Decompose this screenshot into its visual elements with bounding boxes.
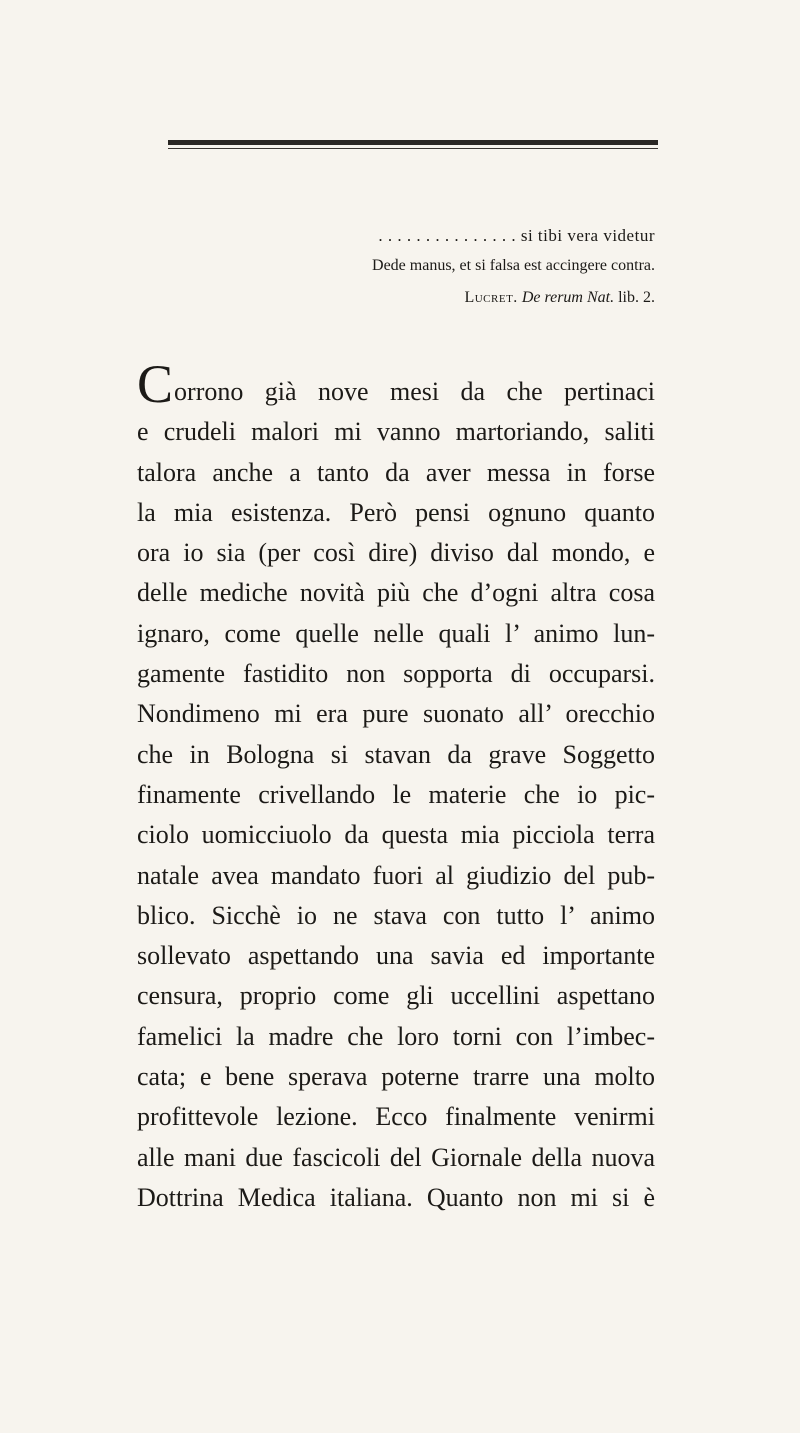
text-line: delle mediche novità più che d’ogni altra cosa [137,578,655,608]
header-rule [168,140,658,145]
text-line: profittevole lezione. Ecco finalmente venirmi [137,1102,655,1132]
epigraph-author: Lucret. [464,289,518,306]
text-line: Dottrina Medica italiana. Quanto non mi si è [137,1182,655,1212]
text-line: sollevato aspettando una savia ed importante [137,941,655,971]
text-line: natale avea mandato fuori al giudizio del pub- [137,860,655,890]
drop-cap: C [137,354,174,414]
header-rule-thin [168,148,658,149]
text-line: che in Bologna si stavan da grave Soggetto [137,739,655,769]
text-line: blico. Sicchè io ne stava con tutto l’ animo [137,900,655,930]
epigraph-work: De rerum Nat. [521,289,615,306]
text-line: ignaro, come quelle nelle quali l’ animo lun- [137,618,655,648]
text-line: e crudeli malori mi vanno martoriando, saliti [137,417,655,447]
text-line: Nondimeno mi era pure suonato all’ orecchio [137,699,655,729]
body-paragraph [137,354,655,1218]
text-line: la mia esistenza. Però pensi ognuno quanto [137,497,655,527]
epigraph-book: lib. 2. [618,289,655,306]
text-line: famelici la madre che loro torni con l’imbec- [137,1021,655,1051]
text-line: talora anche a tanto da aver messa in forse [137,457,655,487]
text-line: gamente fastidito non sopporta di occuparsi. [137,659,655,689]
text-line: ciolo uomicciuolo da questa mia picciola terra [137,820,655,850]
text-line: finamente crivellando le materie che io pic- [137,779,655,809]
text-line: alle mani due fascicoli del Giornale della nuova [137,1142,655,1172]
epigraph-citation [150,288,655,308]
text-line: cata; e bene sperava poterne trarre una molto [137,1062,655,1092]
text-line: ora io sia (per così dire) diviso dal mondo, e [137,538,655,568]
text-line: Corrono già nove mesi da che pertinaci [137,354,655,414]
epigraph-line-1: . . . . . . . . . . . . . . . si tibi vera videtur [378,226,655,245]
epigraph-line-2: Dede manus, et si falsa est accingere contra. [372,257,655,274]
text-line: censura, proprio come gli uccellini aspettano [137,981,655,1011]
